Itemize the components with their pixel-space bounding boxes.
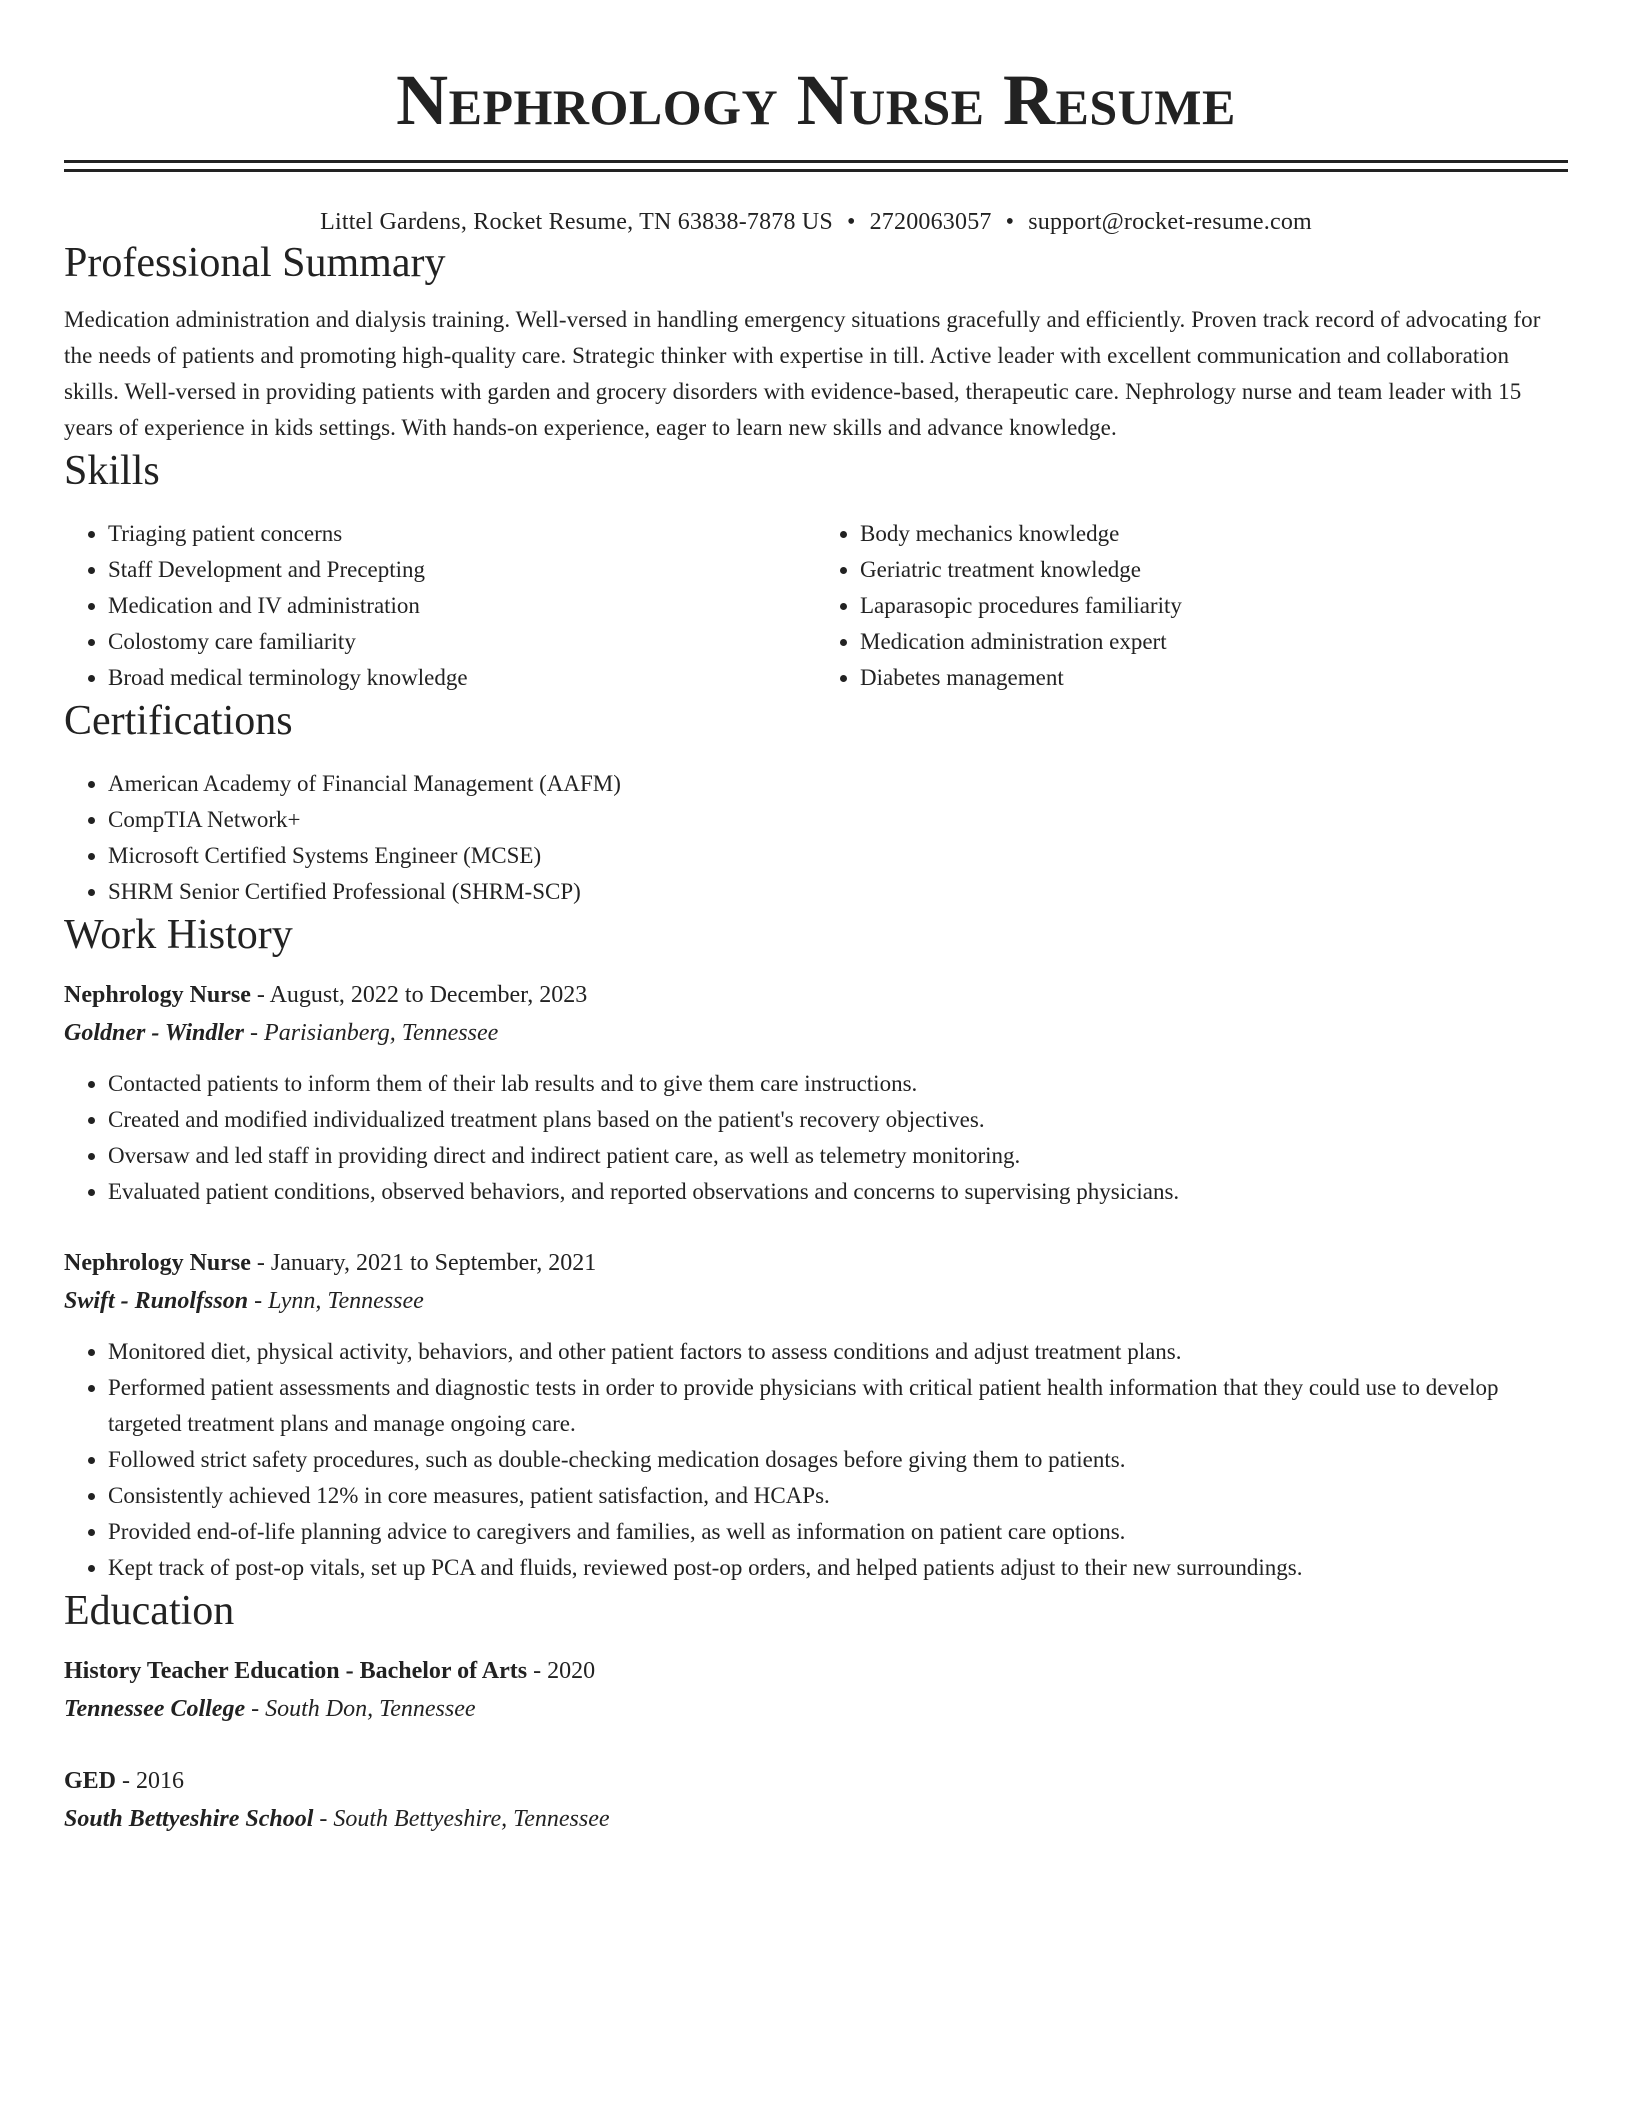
- employer-location: Parisianberg, Tennessee: [264, 1020, 499, 1046]
- certification-item: • Microsoft Certified Systems Engineer (MCSE): [108, 838, 1568, 874]
- degree-line: History Teacher Education - Bachelor of Arts - 2020: [64, 1658, 596, 1684]
- contact-email[interactable]: support@rocket-resume.com: [1028, 209, 1312, 235]
- certification-item: • American Academy of Financial Management (AAFM): [108, 766, 1568, 802]
- skills-heading: Skills: [64, 448, 160, 494]
- skill-item: • Triaging patient concerns: [108, 516, 816, 552]
- job-duty: • Kept track of post-op vitals, set up PCA and fluids, reviewed post-op orders, and helped patients adjust to their new surroundings.: [108, 1550, 1568, 1586]
- skill-item: • Medication and IV administration: [108, 588, 816, 624]
- degree-name: History Teacher Education - Bachelor of Arts: [64, 1658, 528, 1684]
- education-heading: Education: [64, 1588, 235, 1634]
- school-line: South Bettyeshire School - South Bettyeshire, Tennessee: [64, 1806, 610, 1832]
- school-name: Tennessee College: [64, 1696, 246, 1722]
- employer-location: Lynn, Tennessee: [268, 1288, 424, 1314]
- school-line: Tennessee College - South Don, Tennessee: [64, 1696, 476, 1722]
- job-entry: [64, 976, 1568, 1210]
- summary-text: Medication administration and dialysis training. Well-versed in handling emergency situations gracefully and efficiently. Proven track record of advocating for the needs of patients and promoting high-quality care. Strategic thinker with expertise in till. Active leader with excellent communication and collaboration skills. Well-versed in providing patients with garden and grocery disorders with evidence-based, therapeutic care. Nephrology nurse and team leader with 15 years of experience in kids settings. With hands-on experience, eager to learn new skills and advance knowledge.: [64, 307, 1541, 440]
- skill-item: • Broad medical terminology knowledge: [108, 660, 816, 696]
- school-name: South Bettyeshire School: [64, 1806, 314, 1832]
- education-entry: [64, 1762, 1568, 1838]
- job-title: Nephrology Nurse: [64, 982, 251, 1008]
- certification-item: • SHRM Senior Certified Professional (SHRM-SCP): [108, 874, 1568, 910]
- skill-item: • Laparasopic procedures familiarity: [860, 588, 1568, 624]
- employer-line: Swift - Runolfsson - Lynn, Tennessee: [64, 1288, 424, 1314]
- job-title: Nephrology Nurse: [64, 1250, 251, 1276]
- contact-separator: •: [1005, 209, 1015, 235]
- work-history-heading: Work History: [64, 912, 293, 958]
- title-divider-top: [64, 160, 1568, 163]
- skills-grid: [64, 516, 1568, 696]
- skills-list-right: [816, 516, 1568, 696]
- school-location: South Bettyeshire, Tennessee: [333, 1806, 610, 1832]
- resume-title: Nephrology Nurse Resume: [396, 60, 1236, 140]
- job-title-line: Nephrology Nurse - January, 2021 to September, 2021: [64, 1250, 597, 1276]
- skill-item: • Diabetes management: [860, 660, 1568, 696]
- title-divider-bottom: [64, 169, 1568, 172]
- employer-name: Goldner - Windler: [64, 1020, 245, 1046]
- skill-item: • Staff Development and Precepting: [108, 552, 816, 588]
- graduation-year: 2020: [547, 1658, 596, 1684]
- certifications-list: [64, 766, 1568, 910]
- skill-item: • Body mechanics knowledge: [860, 516, 1568, 552]
- job-entry: [64, 1244, 1568, 1586]
- job-duty: • Contacted patients to inform them of their lab results and to give them care instructions.: [108, 1066, 1568, 1102]
- certification-item: • CompTIA Network+: [108, 802, 1568, 838]
- contact-separator: •: [846, 209, 856, 235]
- skill-item: • Geriatric treatment knowledge: [860, 552, 1568, 588]
- school-location: South Don, Tennessee: [265, 1696, 476, 1722]
- contact-address: Littel Gardens, Rocket Resume, TN 63838-7878 US: [320, 209, 833, 235]
- degree-line: GED - 2016: [64, 1768, 185, 1794]
- degree-name: GED: [64, 1768, 117, 1794]
- employer-line: Goldner - Windler - Parisianberg, Tennessee: [64, 1020, 499, 1046]
- job-dates: August, 2022 to December, 2023: [269, 982, 588, 1008]
- education-entry: [64, 1652, 1568, 1728]
- job-duty: • Monitored diet, physical activity, behaviors, and other patient factors to assess conditions and adjust treatment plans.: [108, 1334, 1568, 1370]
- job-duty: • Created and modified individualized treatment plans based on the patient's recovery objectives.: [108, 1102, 1568, 1138]
- skill-item: • Medication administration expert: [860, 624, 1568, 660]
- job-duties-list: [64, 1334, 1568, 1586]
- job-duties-list: [64, 1066, 1568, 1210]
- skill-item: • Colostomy care familiarity: [108, 624, 816, 660]
- contact-phone: 2720063057: [869, 209, 992, 235]
- graduation-year: 2016: [136, 1768, 185, 1794]
- summary-heading: Professional Summary: [64, 240, 446, 286]
- skills-list-left: [64, 516, 816, 696]
- job-dates: January, 2021 to September, 2021: [270, 1250, 597, 1276]
- job-duty: • Oversaw and led staff in providing direct and indirect patient care, as well as telemetry monitoring.: [108, 1138, 1568, 1174]
- job-duty: • Evaluated patient conditions, observed behaviors, and reported observations and concerns to supervising physicians.: [108, 1174, 1568, 1210]
- contact-line: [64, 206, 1568, 238]
- job-duty: • Provided end-of-life planning advice to caregivers and families, as well as information on patient care options.: [108, 1514, 1568, 1550]
- job-duty: • Consistently achieved 12% in core measures, patient satisfaction, and HCAPs.: [108, 1478, 1568, 1514]
- job-duty: • Followed strict safety procedures, such as double-checking medication dosages before giving them to patients.: [108, 1442, 1568, 1478]
- certifications-heading: Certifications: [64, 698, 293, 744]
- employer-name: Swift - Runolfsson: [64, 1288, 249, 1314]
- job-title-line: Nephrology Nurse - August, 2022 to December, 2023: [64, 982, 588, 1008]
- job-duty: • Performed patient assessments and diagnostic tests in order to provide physicians with critical patient health information that they could use to develop targeted treatment plans and manage ongoing care.: [108, 1370, 1568, 1442]
